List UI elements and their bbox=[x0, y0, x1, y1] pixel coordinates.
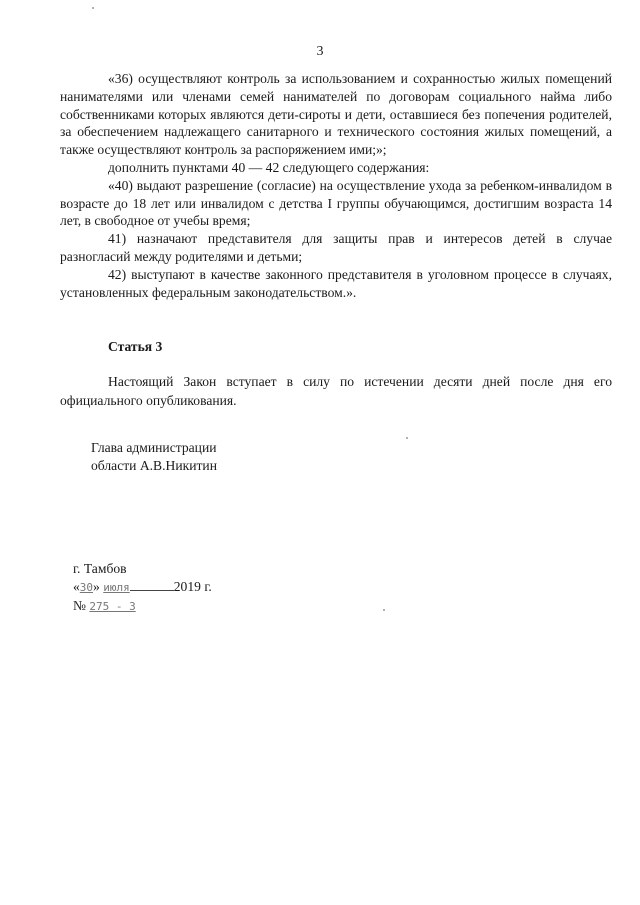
scan-speck bbox=[406, 437, 408, 439]
paragraph-42: 42) выступают в качестве законного представителя в уголовном процессе в случаях, установленных федеральным законодательством.». bbox=[60, 266, 612, 300]
article-text: Настоящий Закон вступает в силу по истечении десяти дней после дня его официального опубликования. bbox=[60, 374, 612, 408]
number-value: 275 - З bbox=[89, 600, 136, 613]
paragraph-add-points: дополнить пунктами 40 — 42 следующего содержания: bbox=[108, 159, 430, 175]
paragraph-41: 41) назначают представителя для защиты прав и интересов детей в случае разногласий между родителями и детьми; bbox=[60, 231, 612, 264]
city: г. Тамбов bbox=[73, 561, 127, 576]
paragraph-40: «40) выдают разрешение (согласие) на осуществление ухода за ребенком-инвалидом в возрасте до 18 лет или инвалидом с детства I группы обучающимся, достигшим возраста 14 лет, в свободное от учебы время; bbox=[60, 177, 612, 229]
signature-block bbox=[91, 439, 217, 475]
date-day: 30 bbox=[79, 581, 94, 594]
signature-line-1: Глава администрации bbox=[91, 440, 217, 455]
document-body bbox=[60, 70, 612, 301]
date-underline bbox=[130, 578, 174, 591]
date-line bbox=[73, 578, 212, 597]
article-title: Статья 3 bbox=[108, 339, 163, 354]
article-body bbox=[60, 372, 612, 410]
paragraph-36: «36) осуществляют контроль за использованием и сохранностью жилых помещений нанимателями или членами семей нанимателей по договорам социального найма либо собственниками которых являются дети-сироты и дети, оставшиеся без попечения родителей, за обеспечением надлежащего санитарного и технического состояния жилых помещений, а также осуществляют контроль за распоряжением ими;»; bbox=[60, 71, 612, 158]
scan-speck bbox=[92, 7, 94, 9]
page-number: 3 bbox=[316, 44, 324, 59]
scan-speck bbox=[383, 609, 385, 611]
place-date-number bbox=[73, 560, 212, 616]
date-close-quote: » bbox=[93, 579, 100, 594]
signature-line-2: области А.В.Никитин bbox=[91, 458, 217, 473]
date-open-quote: « bbox=[73, 579, 80, 594]
number-prefix: № bbox=[73, 598, 86, 613]
date-year: 2019 г. bbox=[173, 579, 212, 594]
date-month: июля bbox=[103, 581, 130, 594]
number-line bbox=[73, 597, 212, 616]
